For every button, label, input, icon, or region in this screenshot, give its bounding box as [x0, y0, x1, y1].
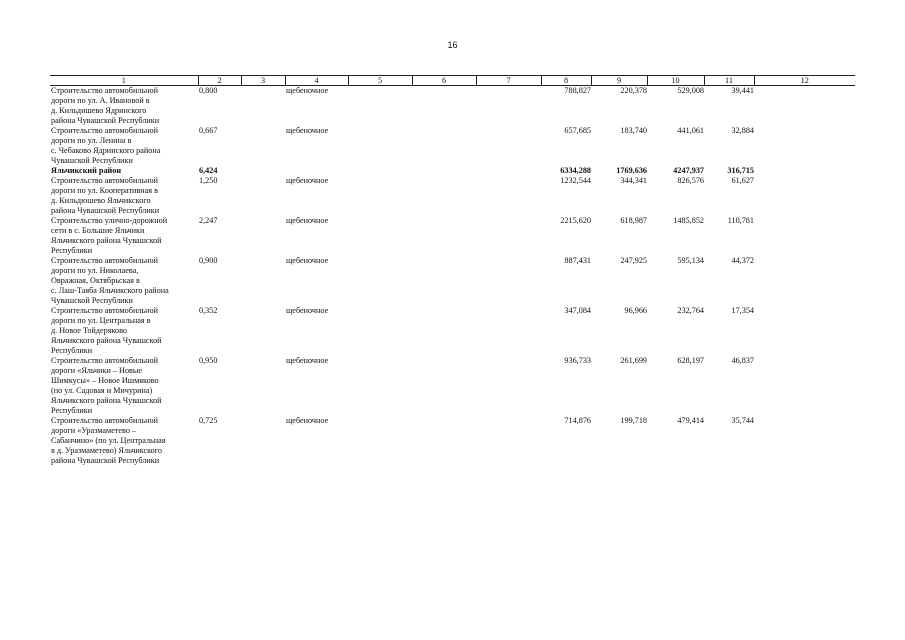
table-cell	[412, 126, 476, 166]
table-cell: 261,699	[620, 356, 647, 365]
row-name-cell: Строительство автомобильной дороги по ул. Кооперативная в д. Кильдюшево Яльчикского района Чувашской Республики	[51, 176, 160, 215]
column-header: 7	[476, 76, 541, 86]
table-cell	[476, 86, 541, 127]
table-cell: 0,800	[199, 86, 218, 95]
table-cell: щебеночное	[286, 306, 329, 315]
table-cell: 887,431	[564, 256, 591, 265]
table-cell: 441,061	[677, 126, 704, 135]
table-cell: 183,740	[620, 126, 647, 135]
table-cell	[241, 166, 285, 176]
table-cell	[412, 416, 476, 466]
table-header-row	[50, 76, 855, 86]
table-row	[50, 86, 855, 127]
page-number: 16	[447, 40, 458, 50]
table-cell: 788,827	[564, 86, 591, 95]
table-cell	[754, 86, 855, 127]
table-cell: 35,744	[731, 416, 754, 425]
row-name-cell: Строительство автомобильной дороги «Уразмаметево – Сабанчино» (по ул. Центральная в д. Уразмаметево) Яльчикского района Чувашской Республики	[51, 416, 166, 465]
table-cell	[241, 216, 285, 256]
column-header: 2	[198, 76, 241, 86]
table-cell: 316,715	[727, 166, 754, 175]
table-row	[50, 176, 855, 216]
table-cell	[412, 256, 476, 306]
table-cell: 2,247	[199, 216, 218, 225]
table-cell	[241, 356, 285, 416]
table-cell: 6334,288	[560, 166, 591, 175]
column-header: 3	[241, 76, 285, 86]
table-cell	[241, 86, 285, 127]
table-cell: 1769,636	[616, 166, 647, 175]
table-row	[50, 356, 855, 416]
table-cell	[754, 256, 855, 306]
table-cell	[412, 166, 476, 176]
table-cell	[348, 166, 412, 176]
table-cell: 1485,852	[673, 216, 704, 225]
table-body	[50, 86, 855, 467]
row-name-cell: Строительство улично-дорожной сети в с. Большие Яльчики Яльчикского района Чувашской Республики	[51, 216, 168, 255]
table-cell: 657,685	[564, 126, 591, 135]
table-cell: 826,576	[677, 176, 704, 185]
column-header: 10	[647, 76, 704, 86]
table-cell: 0,950	[199, 356, 218, 365]
table-cell: 39,441	[731, 86, 754, 95]
table-cell: щебеночное	[286, 216, 329, 225]
row-name-cell: Яльчикский район	[51, 166, 122, 175]
table-cell: 1,250	[199, 176, 218, 185]
table-cell	[476, 416, 541, 466]
table-cell: 0,900	[199, 256, 218, 265]
table-row	[50, 256, 855, 306]
table-row	[50, 126, 855, 166]
table-cell	[348, 256, 412, 306]
table-cell: 220,378	[620, 86, 647, 95]
table-row	[50, 416, 855, 466]
table-cell	[241, 176, 285, 216]
table-cell: 17,354	[731, 306, 754, 315]
table-cell: 4247,937	[673, 166, 704, 175]
table-cell: 2215,620	[560, 216, 591, 225]
table-cell: 529,008	[677, 86, 704, 95]
row-name-cell: Строительство автомобильной дороги по ул. Центральная в д. Новое Тойдеряково Яльчикского района Чувашской Республики	[51, 306, 162, 355]
table-cell	[412, 176, 476, 216]
table-cell	[754, 166, 855, 176]
table-cell	[476, 176, 541, 216]
table-cell: 110,781	[727, 216, 754, 225]
table-cell	[476, 306, 541, 356]
table-cell: 618,987	[620, 216, 647, 225]
table-cell	[348, 356, 412, 416]
table-cell	[412, 306, 476, 356]
table-cell: 344,341	[620, 176, 647, 185]
row-name-cell: Строительство автомобильной дороги по ул. Николаева, Овражная, Октябрьская в с. Лаш-Таяба Яльчикского района Чувашской Республики	[51, 256, 169, 305]
table-cell: щебеночное	[286, 126, 329, 135]
table-cell	[476, 256, 541, 306]
data-table	[50, 75, 855, 466]
table-cell	[348, 306, 412, 356]
table-cell: 247,925	[620, 256, 647, 265]
table-summary-row	[50, 166, 855, 176]
table-cell	[754, 126, 855, 166]
table-cell: 347,084	[564, 306, 591, 315]
table-cell: 595,134	[677, 256, 704, 265]
column-header: 4	[285, 76, 348, 86]
table-cell: 936,733	[564, 356, 591, 365]
table-cell	[241, 256, 285, 306]
table-cell	[348, 216, 412, 256]
column-header: 5	[348, 76, 412, 86]
table-cell	[476, 126, 541, 166]
table-cell	[241, 306, 285, 356]
table-cell: щебеночное	[286, 416, 329, 425]
table-row	[50, 306, 855, 356]
table-cell	[412, 356, 476, 416]
table-cell: 714,876	[564, 416, 591, 425]
row-name-cell: Строительство автомобильной дороги «Яльчики – Новые Шимкусы» – Новое Ишмяково (по ул. Садовая и Мичурина) Яльчикского района Чувашской Республики	[51, 356, 162, 415]
table-row	[50, 216, 855, 256]
table-cell: щебеночное	[286, 256, 329, 265]
column-header: 8	[541, 76, 591, 86]
table-cell	[476, 216, 541, 256]
table-cell: 6,424	[199, 166, 218, 175]
table-cell: 1232,544	[560, 176, 591, 185]
table-cell	[241, 126, 285, 166]
table-cell	[476, 356, 541, 416]
table-cell: 0,725	[199, 416, 218, 425]
table-cell: 628,197	[677, 356, 704, 365]
table-cell: 199,718	[620, 416, 647, 425]
table-cell: 479,414	[677, 416, 704, 425]
table-cell	[476, 166, 541, 176]
table-cell: 44,372	[731, 256, 754, 265]
table-cell	[241, 416, 285, 466]
table-cell: щебеночное	[286, 176, 329, 185]
table-cell	[348, 86, 412, 127]
table-cell: щебеночное	[286, 86, 329, 95]
column-header: 1	[50, 76, 198, 86]
row-name-cell: Строительство автомобильной дороги по ул. А. Ивановой в д. Кильдишево Ядринского района Чувашской Республики	[51, 86, 160, 125]
column-header: 11	[704, 76, 754, 86]
table-cell	[348, 176, 412, 216]
table-cell	[412, 86, 476, 127]
table-cell: 0,352	[199, 306, 218, 315]
table-cell: 61,627	[731, 176, 754, 185]
table-cell	[348, 126, 412, 166]
row-name-cell: Строительство автомобильной дороги по ул. Ленина в с. Чебаково Ядринского района Чувашской Республики	[51, 126, 161, 165]
table-cell: 232,764	[677, 306, 704, 315]
table-cell	[754, 176, 855, 216]
table-cell	[285, 166, 348, 176]
table-cell	[754, 306, 855, 356]
table-cell: 46,837	[731, 356, 754, 365]
column-header: 9	[591, 76, 647, 86]
table-cell	[348, 416, 412, 466]
table-cell: 96,966	[624, 306, 647, 315]
table-cell	[754, 416, 855, 466]
column-header: 6	[412, 76, 476, 86]
table-cell: щебеночное	[286, 356, 329, 365]
table-cell	[754, 356, 855, 416]
table-cell: 0,667	[199, 126, 218, 135]
table-cell: 32,884	[731, 126, 754, 135]
column-header: 12	[754, 76, 855, 86]
table-cell	[412, 216, 476, 256]
table-cell	[754, 216, 855, 256]
